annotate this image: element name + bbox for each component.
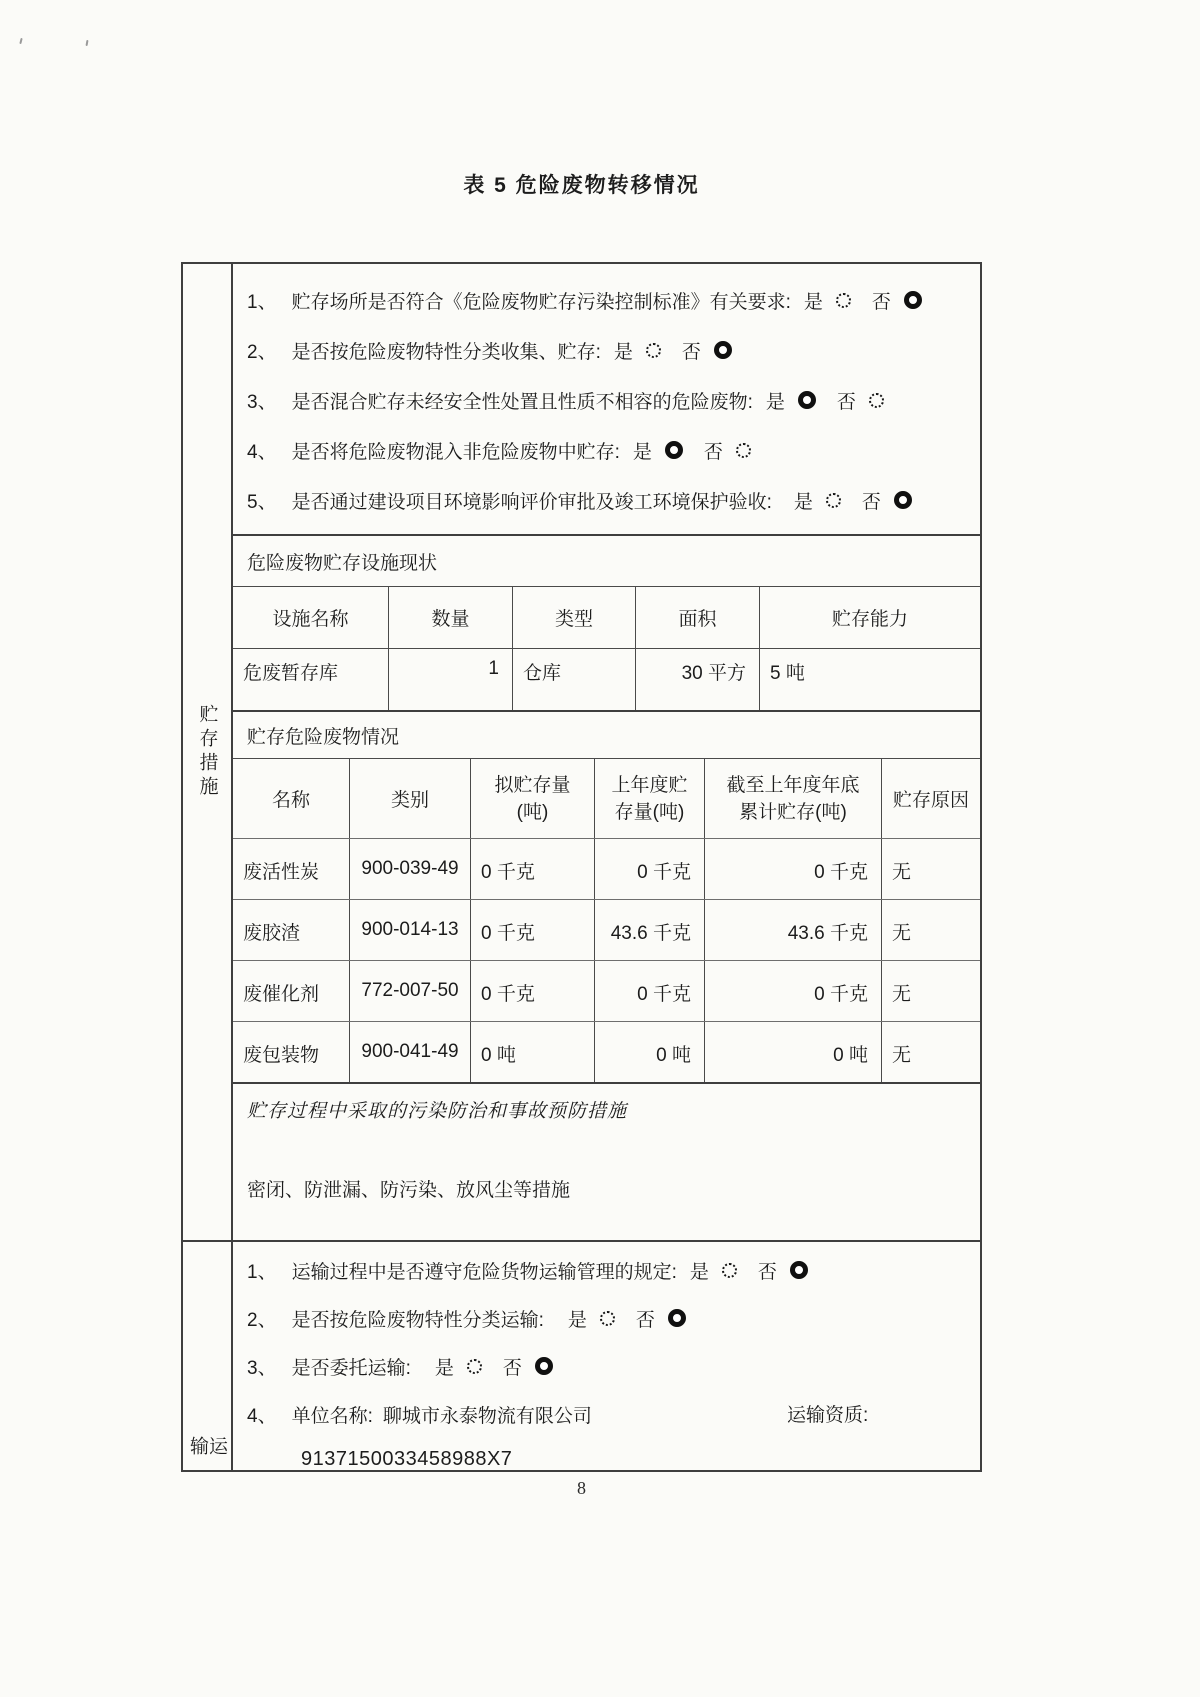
question-line (247, 386, 972, 414)
waste-table-row (233, 899, 980, 960)
question-number: 4、 (247, 1405, 277, 1427)
question-text: 是否按危险废物特性分类收集、贮存: (291, 341, 601, 363)
question-number: 3、 (247, 391, 277, 413)
waste-name-cell: 废包装物 (233, 1022, 350, 1082)
hazardous-waste-transfer-table (181, 262, 982, 1472)
column-header-quantity: 数量 (389, 587, 513, 648)
radio-yes-icon (798, 391, 816, 409)
radio-yes-icon (826, 493, 841, 508)
facility-quantity-cell: 1 (389, 649, 513, 710)
facility-name-cell: 危废暂存库 (233, 649, 389, 710)
question-number: 5、 (247, 491, 277, 513)
question-text: 是否混合贮存未经安全性处置且性质不相容的危险废物: (291, 391, 753, 413)
transport-credential-label: 运输资质: (787, 1405, 869, 1426)
question-number: 2、 (247, 1309, 277, 1331)
header-line: 存量(吨) (614, 801, 685, 823)
question-number: 1、 (247, 1261, 277, 1283)
column-header-lastyear-storage (595, 759, 705, 838)
yes-label: 是 (632, 441, 652, 463)
waste-name-cell: 废催化剂 (233, 961, 350, 1021)
waste-table-header-row (233, 758, 980, 838)
question-text: 运输过程中是否遵守危险货物运输管理的规定: (291, 1261, 677, 1283)
no-label: 否 (836, 391, 856, 413)
waste-reason-cell: 无 (892, 923, 912, 944)
yes-label: 是 (765, 391, 785, 413)
radio-yes-icon (665, 441, 683, 459)
radio-no-icon (714, 341, 732, 359)
row-label-column (183, 264, 233, 1470)
section-divider-line (183, 1240, 980, 1242)
header-line: (吨) (516, 801, 549, 823)
question-text: 是否将危险废物混入非危险废物中贮存: (291, 441, 620, 463)
yes-label: 是 (793, 491, 813, 513)
facility-table-header-row (233, 586, 980, 648)
radio-no-icon (736, 443, 751, 458)
yes-no-group (766, 387, 884, 414)
facility-area-cell: 30 平方 (636, 649, 760, 710)
waste-lastyear-cell: 43.6 千克 (595, 900, 705, 960)
waste-category-cell: 900-039-49 (350, 839, 471, 899)
yes-no-group (804, 287, 922, 314)
storage-measures-label: 贮存措施 (196, 704, 218, 800)
question-text: 是否委托运输: (291, 1357, 411, 1379)
question-number: 2、 (247, 341, 277, 363)
question-number: 1、 (247, 291, 277, 313)
facility-capacity-cell: 5 吨 (770, 663, 805, 684)
yes-no-group (614, 337, 732, 364)
radio-no-icon (535, 1357, 553, 1375)
header-line: 截至上年度年底 (726, 774, 860, 796)
waste-planned-cell: 0 千克 (471, 839, 595, 899)
no-label: 否 (681, 341, 701, 363)
waste-table-row (233, 960, 980, 1021)
transport-questions-block (233, 1240, 980, 1470)
waste-table-row (233, 1021, 980, 1082)
radio-no-icon (790, 1261, 808, 1279)
question-number: 4、 (247, 441, 277, 463)
no-label: 否 (871, 291, 891, 313)
column-header-storage-reason: 贮存原因 (892, 790, 969, 811)
facility-type-cell: 仓库 (513, 649, 636, 710)
question-line (247, 286, 972, 314)
radio-yes-icon (836, 293, 851, 308)
storage-questions-block (233, 264, 980, 534)
prevention-measures-title: 贮存过程中采取的污染防治和事故预防措施 (247, 1101, 628, 1122)
question-text: 是否按危险废物特性分类运输: (291, 1309, 544, 1331)
document-title: 表 5 危险废物转移情况 (463, 174, 700, 197)
waste-cumulative-cell: 0 吨 (705, 1022, 882, 1082)
company-name: 聊城市永泰物流有限公司 (382, 1405, 592, 1427)
question-text: 贮存场所是否符合《危险废物贮存污染控制标准》有关要求: (291, 291, 791, 313)
scan-artifact-mark (85, 40, 88, 46)
yes-label: 是 (613, 341, 633, 363)
question-line (247, 336, 972, 364)
radio-yes-icon (722, 1263, 737, 1278)
facility-status-section-title: 危险废物贮存设施现状 (233, 534, 980, 586)
waste-name-cell: 废活性炭 (233, 839, 350, 899)
facility-table-data-row (233, 648, 980, 710)
waste-lastyear-cell: 0 千克 (595, 839, 705, 899)
question-line (247, 1304, 972, 1332)
prevention-measures-cell (233, 1082, 980, 1240)
yes-no-group (794, 487, 912, 514)
waste-reason-cell: 无 (892, 1045, 912, 1066)
waste-name-cell: 废胶渣 (233, 900, 350, 960)
no-label: 否 (635, 1309, 655, 1331)
yes-label: 是 (803, 291, 823, 313)
storage-measures-section-label-box (183, 264, 231, 1240)
yes-label: 是 (434, 1357, 454, 1379)
prevention-measures-content: 密闭、防泄漏、防污染、放风尘等措施 (247, 1180, 571, 1201)
page-number: 8 (577, 1478, 586, 1498)
yes-no-group (633, 437, 751, 464)
waste-reason-cell: 无 (892, 862, 912, 883)
no-label: 否 (861, 491, 881, 513)
header-line: 上年度贮 (611, 774, 688, 796)
waste-category-cell: 900-014-13 (350, 900, 471, 960)
radio-yes-icon (646, 343, 661, 358)
header-line: 累计贮存(吨) (739, 801, 847, 823)
waste-planned-cell: 0 千克 (471, 900, 595, 960)
transport-label: 运输 (187, 1436, 227, 1460)
waste-reason-cell: 无 (892, 984, 912, 1005)
waste-category-cell: 900-041-49 (350, 1022, 471, 1082)
waste-lastyear-cell: 0 吨 (595, 1022, 705, 1082)
company-credit-code: 9137150033458988X7 (301, 1448, 513, 1470)
column-header-area: 面积 (636, 587, 760, 648)
waste-cumulative-cell: 0 千克 (705, 961, 882, 1021)
yes-label: 是 (567, 1309, 587, 1331)
question-line (247, 436, 972, 464)
table-content-column (233, 264, 980, 1470)
question-number: 3、 (247, 1357, 277, 1379)
waste-lastyear-cell: 0 千克 (595, 961, 705, 1021)
transport-company-line (247, 1400, 972, 1428)
question-line (247, 1352, 972, 1380)
waste-planned-cell: 0 吨 (471, 1022, 595, 1082)
column-header-capacity: 贮存能力 (831, 609, 908, 630)
header-line: 拟贮存量 (494, 774, 571, 796)
waste-storage-section-title: 贮存危险废物情况 (233, 710, 980, 758)
no-label: 否 (757, 1261, 777, 1283)
no-label: 否 (502, 1357, 522, 1379)
transport-section-label-box (183, 1240, 231, 1470)
column-header-category: 类别 (350, 759, 471, 838)
column-header-waste-name: 名称 (233, 759, 350, 838)
waste-category-cell: 772-007-50 (350, 961, 471, 1021)
waste-planned-cell: 0 千克 (471, 961, 595, 1021)
yes-no-group (435, 1353, 553, 1380)
waste-cumulative-cell: 0 千克 (705, 839, 882, 899)
radio-yes-icon (467, 1359, 482, 1374)
radio-no-icon (904, 291, 922, 309)
radio-no-icon (668, 1309, 686, 1327)
waste-table-row (233, 838, 980, 899)
radio-no-icon (894, 491, 912, 509)
yes-no-group (690, 1257, 808, 1284)
column-header-planned-storage (471, 759, 595, 838)
no-label: 否 (703, 441, 723, 463)
column-header-cumulative-storage (705, 759, 882, 838)
yes-label: 是 (689, 1261, 709, 1283)
column-header-facility-name: 设施名称 (233, 587, 389, 648)
radio-no-icon (869, 393, 884, 408)
radio-yes-icon (600, 1311, 615, 1326)
column-header-type: 类型 (513, 587, 636, 648)
question-text: 是否通过建设项目环境影响评价审批及竣工环境保护验收: (291, 491, 772, 513)
question-line (247, 486, 972, 514)
waste-cumulative-cell: 43.6 千克 (705, 900, 882, 960)
question-line (247, 1256, 972, 1284)
company-name-label: 单位名称: (291, 1405, 373, 1427)
yes-no-group (568, 1305, 686, 1332)
scan-artifact-mark (19, 38, 22, 44)
